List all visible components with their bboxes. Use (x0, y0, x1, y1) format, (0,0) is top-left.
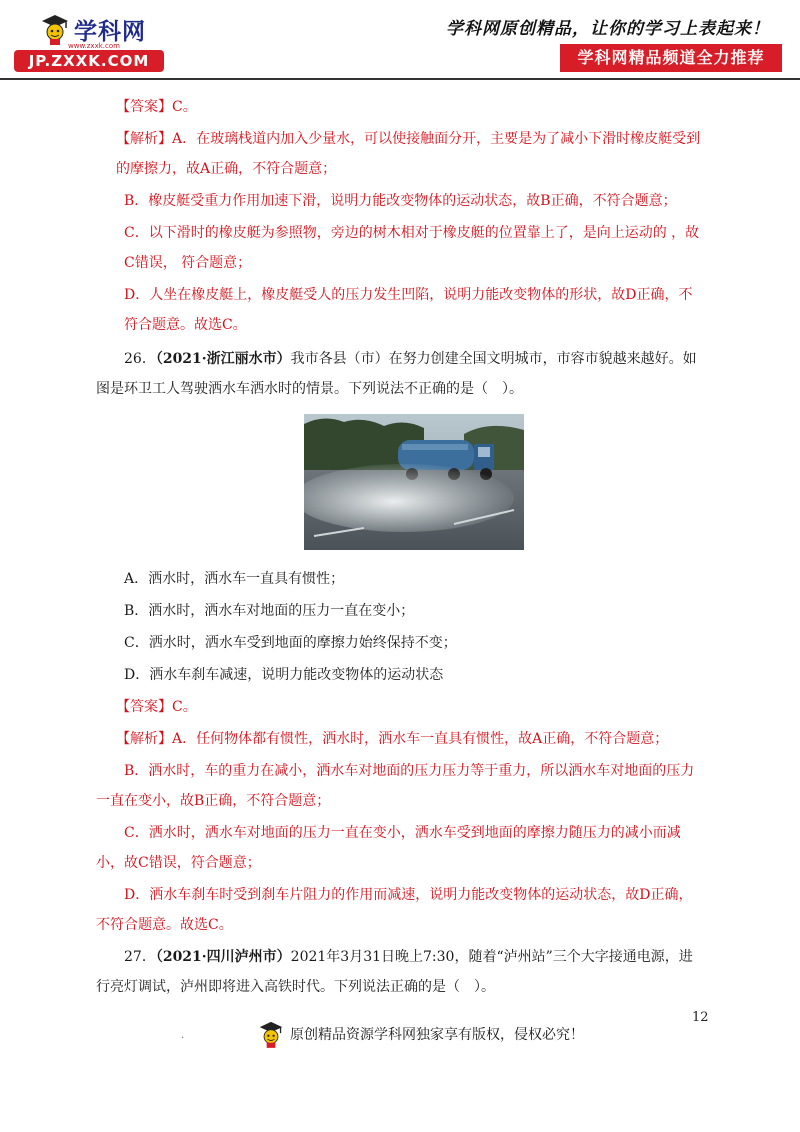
question-26-stem (96, 344, 702, 404)
option-c: C．洒水时，洒水车受到地面的摩擦力始终保持不变； (124, 635, 457, 651)
sprinkler-truck-photo (304, 414, 524, 550)
analysis-25-b: B．橡皮艇受重力作用加速下滑，说明力能改变物体的运动状态，故B正确，不符合题意； (124, 193, 677, 209)
option-d: D．洒水车刹车减速，说明力能改变物体的运动状态 (124, 667, 444, 683)
analysis-label: 【解析】 (116, 131, 172, 147)
question-text: 2021年3月31日晚上7:30，随着“泸州站”三个大字接通电源，进行亮灯调试，泸州即将进入高铁时代。下列说法正确的是（ ）。 (96, 949, 693, 995)
page-number: 12 (692, 1010, 709, 1025)
analysis-26-a (96, 724, 702, 754)
analysis-26-d: D．洒水车刹车时受到刹车片阻力的作用而减速，说明力能改变物体的运动状态，故D正确，不符合题意。故选C。 (96, 887, 693, 933)
answer-text: C。 (172, 99, 197, 115)
analysis-26-c: C．洒水时，洒水车对地面的压力一直在变小，洒水车受到地面的摩擦力随压力的减小而减小，故C错误，符合题意； (96, 825, 681, 871)
question-source: （2021·四川泸州市） (155, 949, 291, 965)
question-number: 26． (124, 351, 156, 367)
graduate-mascot-icon (40, 12, 70, 46)
question-27-stem (96, 942, 702, 1002)
analysis-25-d: D．人坐在橡皮艇上，橡皮艇受人的压力发生凹陷，说明力能改变物体的形状，故D正确，不符合题意。故选C。 (124, 287, 693, 333)
header-banner: 学科网精品频道全力推荐 (560, 44, 782, 72)
footer-dot: . (181, 1030, 185, 1041)
zxxk-logo[interactable] (14, 12, 164, 74)
header-divider (0, 78, 800, 80)
answer-25 (96, 92, 702, 122)
analysis-text: A．任何物体都有惯性，洒水时，洒水车一直具有惯性，故A正确，不符合题意； (172, 731, 669, 747)
option-a: A．洒水时，洒水车一直具有惯性； (124, 571, 345, 587)
logo-subtitle: www.zxxk.com (68, 42, 120, 50)
page-header (0, 0, 800, 80)
answer-text: C。 (172, 699, 197, 715)
analysis-text: A．在玻璃栈道内加入少量水，可以使接触面分开，主要是为了减小下滑时橡皮艇受到的摩擦力，故A正确，不符合题意； (116, 131, 701, 177)
answer-26 (96, 692, 702, 722)
question-text: 我市各县（市）在努力创建全国文明城市，市容市貌越来越好。如图是环卫工人驾驶洒水车洒水时的情景。下列说法不正确的是（ ）。 (96, 351, 697, 397)
copyright-notice: 原创精品资源学科网独家享有版权，侵权必究！ (290, 1027, 584, 1043)
answer-label: 【答案】 (116, 99, 172, 115)
answer-label: 【答案】 (116, 699, 172, 715)
document-body (96, 92, 702, 1004)
analysis-25-a (96, 124, 702, 184)
question-number: 27． (124, 949, 156, 965)
analysis-26-b: B．洒水时，车的重力在减小，洒水车对地面的压力压力等于重力，所以洒水车对地面的压力一直在变小，故B正确，不符合题意； (96, 763, 695, 809)
logo-name: 学科网 (74, 18, 146, 45)
question-source: （2021·浙江丽水市） (155, 351, 291, 367)
graduate-mascot-icon (258, 1017, 284, 1051)
logo-url-badge: JP.ZXXK.COM (14, 50, 164, 72)
analysis-label: 【解析】 (116, 731, 172, 747)
analysis-25-c: C．以下滑时的橡皮艇为参照物，旁边的树木相对于橡皮艇的位置靠上了，是向上运动的 ，故C错误， 符合题意； (124, 225, 700, 271)
page-footer (258, 1016, 584, 1052)
header-slogan: 学科网原创精品，让你的学习上表起来！ (446, 19, 770, 39)
option-b: B．洒水时，洒水车对地面的压力一直在变小； (124, 603, 415, 619)
